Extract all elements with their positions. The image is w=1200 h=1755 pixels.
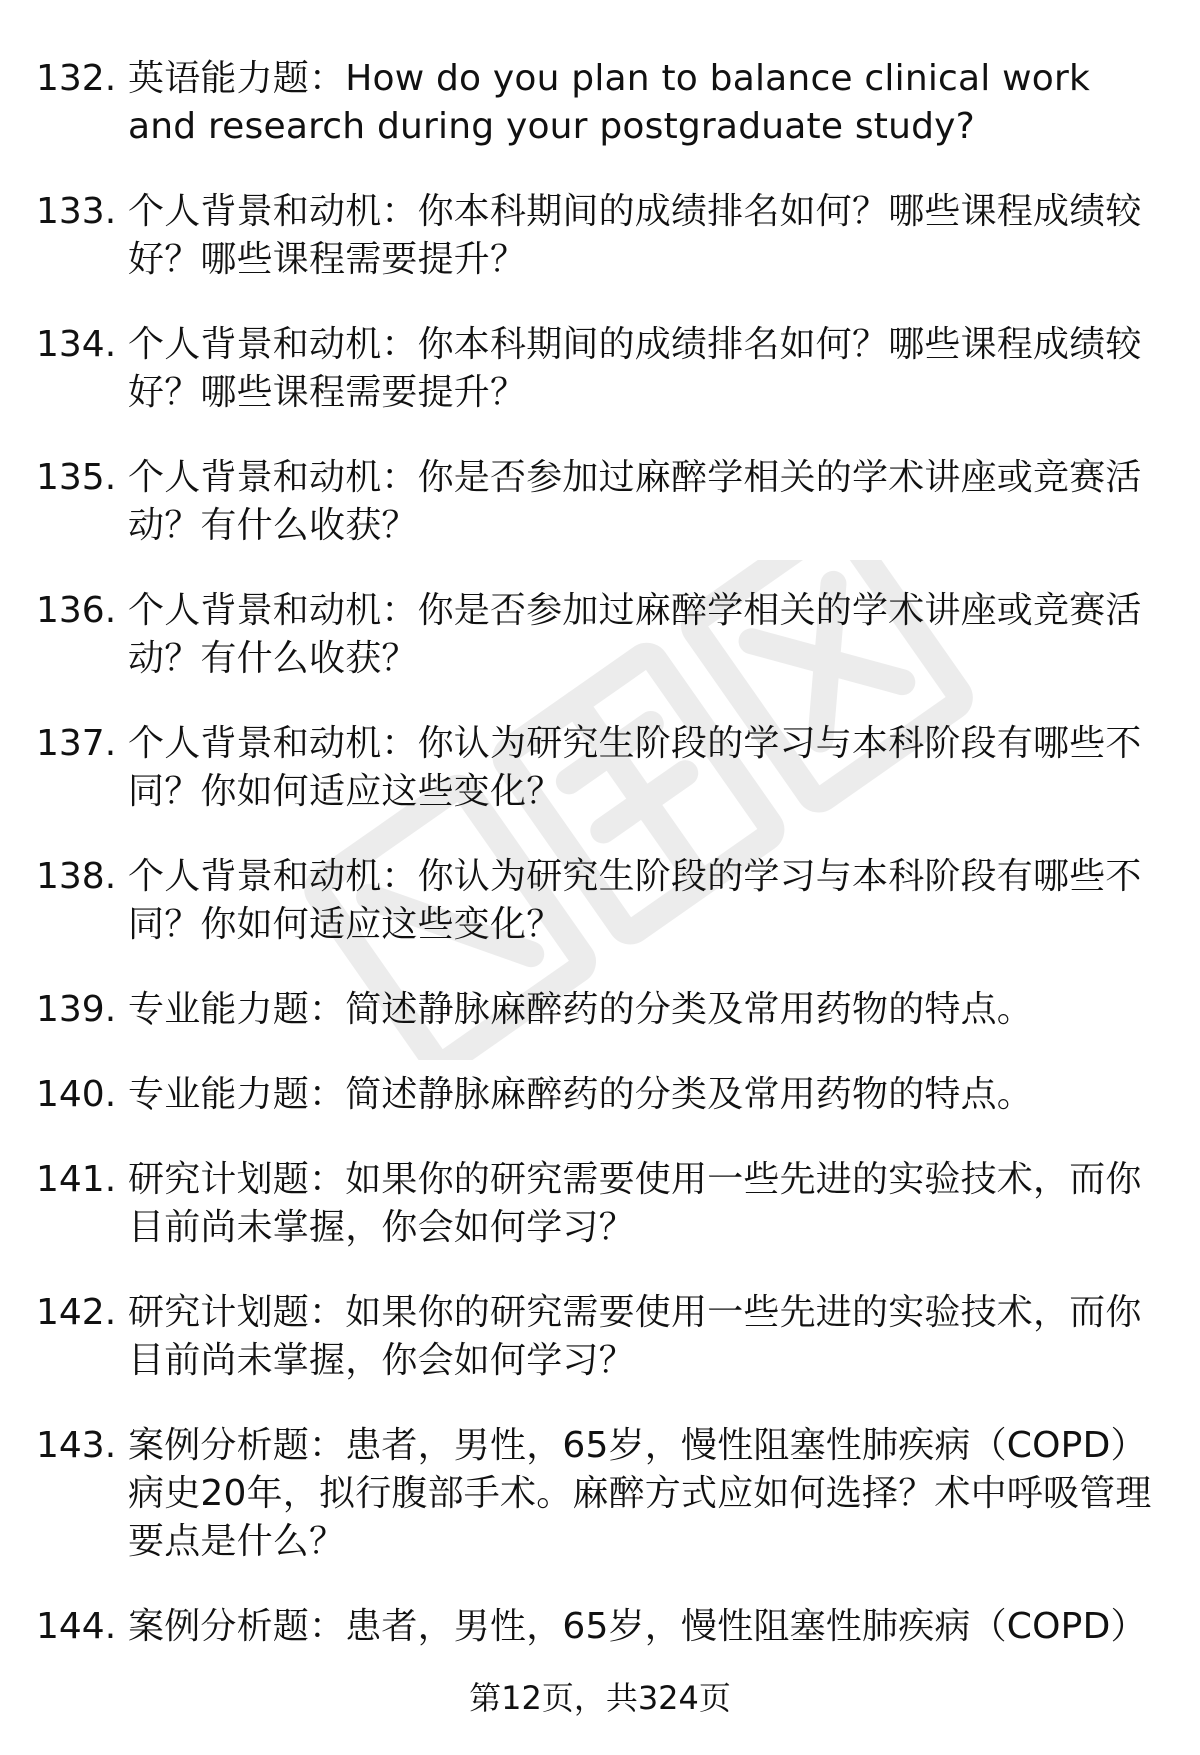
question-item: [0, 1156, 1200, 1252]
question-number: 138.: [36, 856, 117, 897]
question-text: 个人背景和动机：你是否参加过麻醉学相关的学术讲座或竞赛活动？有什么收获？: [128, 457, 1142, 546]
question-list: [0, 55, 1200, 1688]
question-number: 143.: [36, 1425, 117, 1466]
question-number: 133.: [36, 191, 117, 232]
question-text: 英语能力题：How do you plan to balance clinical work and research during your postgraduate study?: [128, 58, 1091, 147]
question-item: [0, 188, 1200, 284]
question-text: 研究计划题：如果你的研究需要使用一些先进的实验技术，而你目前尚未掌握，你会如何学习？: [128, 1159, 1142, 1248]
question-number: 142.: [36, 1292, 117, 1333]
question-text: 专业能力题：简述静脉麻醉药的分类及常用药物的特点。: [128, 989, 1034, 1030]
question-item: [0, 587, 1200, 683]
question-item: [0, 454, 1200, 550]
question-item: [0, 1422, 1200, 1566]
question-text: 案例分析题：患者，男性，65岁，慢性阻塞性肺疾病（COPD）: [128, 1606, 1147, 1647]
question-number: 139.: [36, 989, 117, 1030]
question-text: 案例分析题：患者，男性，65岁，慢性阻塞性肺疾病（COPD）病史20年，拟行腹部手术。麻醉方式应如何选择？术中呼吸管理要点是什么？: [128, 1425, 1152, 1562]
question-item: [0, 986, 1200, 1034]
question-item: [0, 1289, 1200, 1385]
question-item: [0, 1071, 1200, 1119]
question-text: 个人背景和动机：你认为研究生阶段的学习与本科阶段有哪些不同？你如何适应这些变化？: [128, 856, 1142, 945]
question-text: 专业能力题：简述静脉麻醉药的分类及常用药物的特点。: [128, 1074, 1034, 1115]
question-item: [0, 853, 1200, 949]
question-text: 个人背景和动机：你本科期间的成绩排名如何？哪些课程成绩较好？哪些课程需要提升？: [128, 324, 1142, 413]
question-item: [0, 1603, 1200, 1651]
page-footer: 第12页，共324页: [469, 1679, 731, 1717]
question-number: 141.: [36, 1159, 117, 1200]
question-number: 137.: [36, 723, 117, 764]
question-text: 个人背景和动机：你本科期间的成绩排名如何？哪些课程成绩较好？哪些课程需要提升？: [128, 191, 1142, 280]
question-text: 个人背景和动机：你是否参加过麻醉学相关的学术讲座或竞赛活动？有什么收获？: [128, 590, 1142, 679]
question-number: 136.: [36, 590, 117, 631]
question-number: 140.: [36, 1074, 117, 1115]
question-item: [0, 720, 1200, 816]
question-number: 134.: [36, 324, 117, 365]
question-item: [0, 55, 1200, 151]
question-text: 个人背景和动机：你认为研究生阶段的学习与本科阶段有哪些不同？你如何适应这些变化？: [128, 723, 1142, 812]
question-number: 135.: [36, 457, 117, 498]
question-number: 144.: [36, 1606, 117, 1647]
question-item: [0, 321, 1200, 417]
question-text: 研究计划题：如果你的研究需要使用一些先进的实验技术，而你目前尚未掌握，你会如何学习？: [128, 1292, 1142, 1381]
question-number: 132.: [36, 58, 117, 99]
